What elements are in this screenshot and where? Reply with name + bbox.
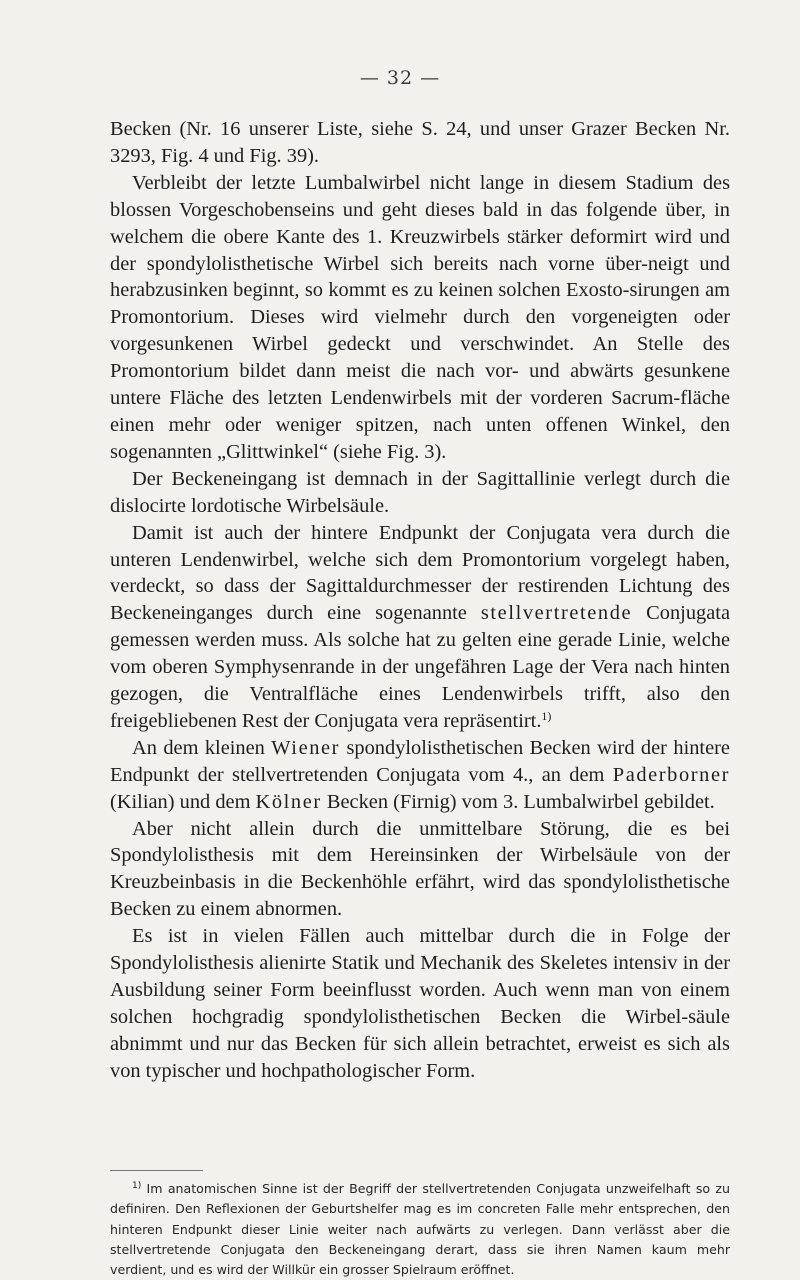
paragraph-glittwinkel: Verbleibt der letzte Lumbalwirbel nicht lange in diesem Stadium des blossen Vorgeschobenseins und geht dieses bald in das folgende über, in welchem die obere Kante des 1. Kreuzwirbels stärker deformirt wird und der spondylolisthetische Wirbel sich bereits nach vorne über-neigt und herabzusinken beginnt, so kommt es zu keinen solchen Exosto-sirungen am Promontorium. Dieses wird vielmehr durch den vorgeneigten oder vorgesunkenen Wirbel gedeckt und verschwindet. An Stelle des Promontorium bildet dann meist die nach vor- und abwärts gesunkene untere Fläche des letzten Lendenwirbels mit der vorderen Sacrum-fläche einen mehr oder weniger spitzen, nach unten offenen Winkel, den sogenannten „Glittwinkel“ (siehe Fig. 3). [110, 171, 730, 463]
paragraph-conjugata [110, 520, 730, 735]
footnote [110, 1179, 730, 1280]
paragraph-specimens [110, 735, 730, 816]
text-run: An dem kleinen [132, 736, 272, 759]
footnote-text: Im anatomischen Sinne ist der Begriff der stellvertretenden Conjugata unzweifelhaft so zu definiren. Den Reflexionen der Geburtshelfer mag es im concreten Falle mehr entsprechen, den hinteren Endpunkt dieser Linie weiter nach aufwärts zu verlegen. Dann verlässt aber die stellvertretende Conjugata den Beckeneingang derart, dass sie ihren Namen kaum mehr verdient, und es wird der Willkür ein grosser Spielraum eröffnet. [110, 1181, 730, 1278]
emphasized-term: Wiener [271, 736, 341, 759]
footnote-marker: 1) [132, 1181, 142, 1191]
text-run: (Kilian) und dem [110, 790, 256, 813]
footnote-divider [110, 1170, 203, 1171]
body-text [110, 116, 730, 1085]
paragraph-statik: Es ist in vielen Fällen auch mittelbar durch die in Folge der Spondylolisthesis alienirte Statik und Mechanik des Skeletes intensiv in der Ausbildung seiner Form beeinflusst worden. Auch wenn man von einem solchen hochgradig spondylolisthetischen Becken die Wirbel-säule abnimmt und nur das Becken für sich allein betrachtet, erweist es sich als von typischer und hochpathologischer Form. [110, 925, 730, 1082]
footnote-paragraph [110, 1179, 730, 1280]
text-run: Becken (Firnig) vom 3. Lumbalwirbel gebildet. [321, 790, 715, 813]
page-number: — 32 — [359, 67, 441, 89]
text-run: Damit ist auch der hintere Endpunkt der Conjugata vera durch die unteren Lendenwirbel, welche sich dem Promontorium vorgelegt haben, verdeckt, so dass der Sagittaldurchmesser der restirenden Lichtung des Beckeneinganges durch eine sogenannte [110, 521, 730, 625]
paragraph-abnormal: Aber nicht allein durch die unmittelbare Störung, die es bei Spondylolisthesis mit dem Hereinsinken der Wirbelsäule von der Kreuzbeinbasis in die Beckenhöhle erfährt, wird das spondylolisthetische Becken zu einem abnormen. [110, 817, 730, 921]
text-run: spondylolisthetischen Becken wird der hintere Endpunkt der stellvertretenden Conjugata vom 4., an dem [110, 736, 730, 786]
emphasized-term: stellvertretende [480, 602, 633, 625]
emphasized-term: Paderborner [612, 763, 730, 786]
footnote-reference: 1) [541, 708, 552, 723]
paragraph-continuation: Becken (Nr. 16 unserer Liste, siehe S. 24, und unser Grazer Becken Nr. 3293, Fig. 4 und Fig. 39). [110, 118, 730, 167]
text-run: Conjugata gemessen werden muss. Als solche hat zu gelten eine gerade Linie, welche vom oberen Symphysenrande in der ungefähren Lage der Vera nach hinten gezogen, die Ventralfläche eines Lendenwirbels trifft, also den freigebliebenen Rest der Conjugata vera repräsentirt. [110, 602, 730, 732]
emphasized-term: Kölner [255, 790, 322, 813]
paragraph-beckeneingang: Der Beckeneingang ist demnach in der Sagittallinie verlegt durch die dislocirte lordotische Wirbelsäule. [110, 467, 730, 517]
